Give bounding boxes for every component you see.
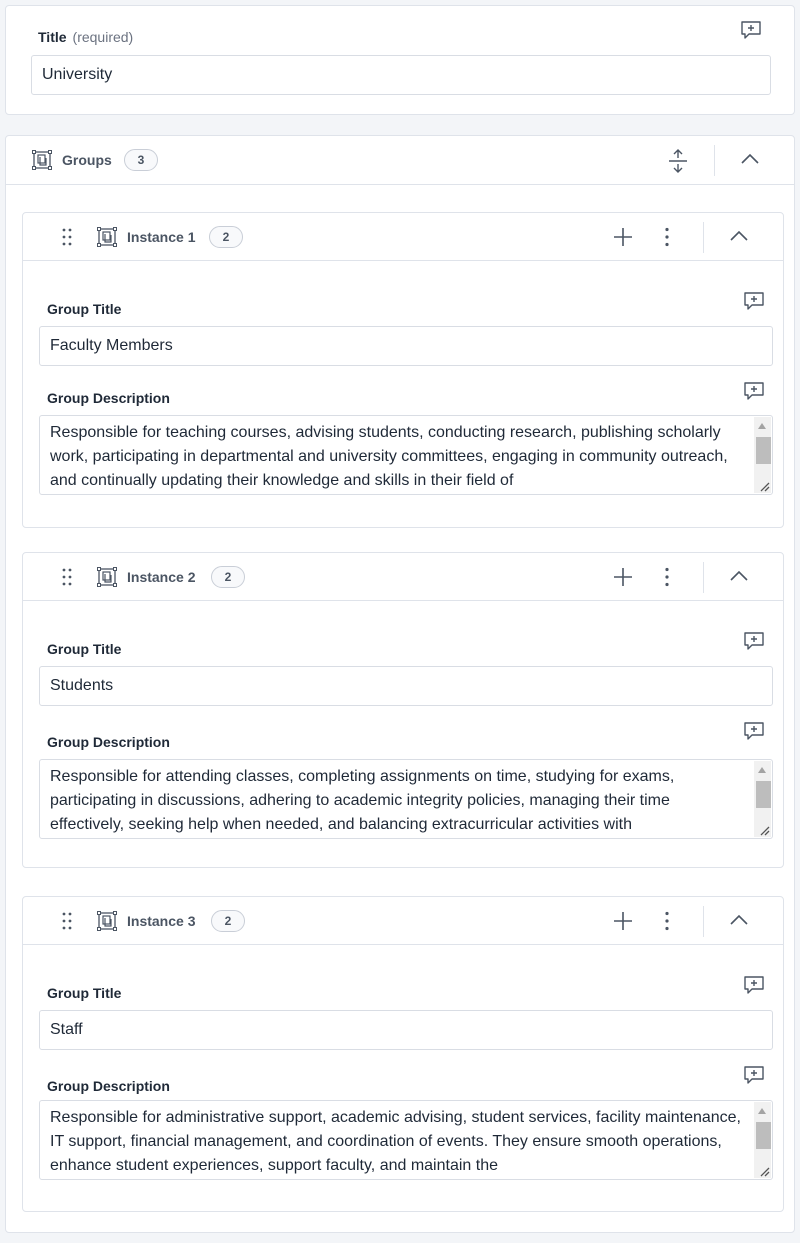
instance-card-1	[22, 212, 784, 528]
resize-handle-icon[interactable]	[756, 822, 770, 836]
instance-title: Instance 3	[127, 913, 196, 929]
more-vertical-icon[interactable]	[663, 911, 671, 931]
chevron-up-icon[interactable]	[729, 570, 749, 582]
instance-count-badge: 2	[209, 226, 243, 248]
group-title-label: Group Title	[47, 301, 122, 317]
required-hint: (required)	[72, 29, 134, 45]
header-divider	[703, 906, 704, 937]
instance-title: Instance 2	[127, 569, 196, 585]
instance-header	[23, 553, 783, 601]
group-icon	[97, 567, 117, 587]
group-description-text[interactable]: Responsible for administrative support, academic advising, student services, facility maintenance, IT support, financial management, and coordination of events. They ensure smooth operations, enhance student experiences, support faculty, and maintain the	[50, 1109, 741, 1174]
instance-count-badge: 2	[211, 910, 245, 932]
groups-header	[6, 136, 794, 185]
group-description-label: Group Description	[47, 1078, 170, 1094]
group-title-label: Group Title	[47, 985, 122, 1001]
group-description-textarea[interactable]	[39, 1100, 773, 1180]
group-description-textarea[interactable]	[39, 415, 773, 495]
instance-header	[23, 213, 783, 261]
header-divider	[714, 145, 715, 176]
group-title-input[interactable]: Faculty Members	[39, 326, 773, 366]
plus-icon[interactable]	[613, 227, 633, 247]
scroll-thumb[interactable]	[756, 1122, 771, 1149]
group-description-label: Group Description	[47, 734, 170, 750]
scroll-thumb[interactable]	[756, 781, 771, 808]
scroll-thumb[interactable]	[756, 437, 771, 464]
group-description-label: Group Description	[47, 390, 170, 406]
plus-icon[interactable]	[613, 567, 633, 587]
group-description-text[interactable]: Responsible for attending classes, completing assignments on time, studying for exams, participating in discussions, adhering to academic integrity policies, managing their time effectively, seeking help when needed, and balancing extracurricular activities with	[50, 768, 675, 833]
chevron-up-icon[interactable]	[729, 230, 749, 242]
add-comment-icon[interactable]	[743, 381, 765, 401]
group-description-text[interactable]: Responsible for teaching courses, advising students, conducting research, publishing scholarly work, participating in departmental and university committees, engaging in community outreach, and continually updating their knowledge and skills in their field of	[50, 424, 728, 489]
drag-handle-icon[interactable]	[61, 912, 73, 930]
header-divider	[703, 562, 704, 593]
group-icon	[97, 227, 117, 247]
add-comment-icon[interactable]	[743, 1065, 765, 1085]
instance-card-2	[22, 552, 784, 868]
groups-title: Groups	[62, 152, 112, 168]
title-input[interactable]: University	[31, 55, 771, 95]
chevron-up-icon[interactable]	[729, 914, 749, 926]
instance-title: Instance 1	[127, 229, 196, 245]
instance-count-badge: 2	[211, 566, 245, 588]
instance-card-3	[22, 896, 784, 1212]
add-comment-icon[interactable]	[743, 975, 765, 995]
plus-icon[interactable]	[613, 911, 633, 931]
add-comment-icon[interactable]	[743, 291, 765, 311]
add-comment-icon[interactable]	[740, 20, 762, 40]
title-card	[5, 5, 795, 115]
add-comment-icon[interactable]	[743, 631, 765, 651]
instance-header	[23, 897, 783, 945]
scroll-up-arrow-icon[interactable]	[758, 423, 766, 429]
expand-collapse-all-icon[interactable]	[667, 148, 689, 174]
group-title-label: Group Title	[47, 641, 122, 657]
scroll-up-arrow-icon[interactable]	[758, 1108, 766, 1114]
drag-handle-icon[interactable]	[61, 228, 73, 246]
more-vertical-icon[interactable]	[663, 227, 671, 247]
drag-handle-icon[interactable]	[61, 568, 73, 586]
resize-handle-icon[interactable]	[756, 478, 770, 492]
group-title-input[interactable]: Students	[39, 666, 773, 706]
more-vertical-icon[interactable]	[663, 567, 671, 587]
scroll-up-arrow-icon[interactable]	[758, 767, 766, 773]
header-divider	[703, 222, 704, 253]
groups-count-badge: 3	[124, 149, 158, 171]
add-comment-icon[interactable]	[743, 721, 765, 741]
group-icon	[97, 911, 117, 931]
group-title-input[interactable]: Staff	[39, 1010, 773, 1050]
title-label: Title (required)	[38, 29, 134, 45]
group-icon	[32, 150, 52, 170]
chevron-up-icon[interactable]	[740, 153, 760, 165]
group-description-textarea[interactable]	[39, 759, 773, 839]
resize-handle-icon[interactable]	[756, 1163, 770, 1177]
